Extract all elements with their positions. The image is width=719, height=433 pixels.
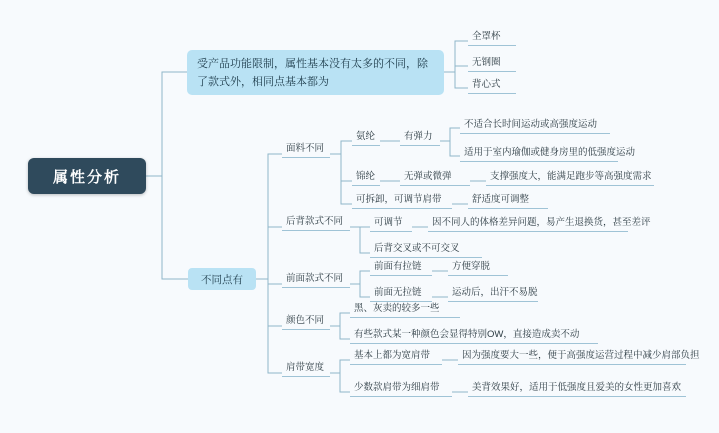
item-strap-wide-label: 基本上都为宽肩带 [354,350,431,361]
summary-child-1[interactable] [468,30,516,46]
note-strap-wide-label: 因为强度要大一些，便于高强度运营过程中减少肩部负担 [462,350,700,361]
item-fabric-spandex[interactable] [352,131,380,146]
summary-child-2[interactable] [468,56,516,72]
note-fabric-spandex-2-label: 适用于室内瑜伽或健身房里的低强度运动 [464,147,636,158]
category-strap-width-label: 肩带宽度 [286,362,325,373]
item-back-adjustable-label: 可调节 [374,217,403,228]
note-front-zip-label: 方便穿脱 [452,261,491,272]
note-front-zip[interactable] [448,261,508,276]
branch-node-label: 不同点有 [201,273,243,286]
category-fabric-label: 面料不同 [286,143,325,154]
note-strap-thin-label: 美背效果好，适用于低强度且爱美的女性更加喜欢 [472,382,682,393]
category-back-style-label: 后背款式不同 [286,216,344,227]
category-back-style[interactable] [282,215,350,231]
note-fabric-strap-adjust-label: 舒适度可调整 [472,194,530,205]
note-back-adjustable[interactable] [428,217,651,232]
item-fabric-nylon-label: 锦纶 [356,171,376,182]
item-fabric-strap-adjust-label: 可拆卸，可调节肩带 [356,194,442,205]
summary-child-3[interactable] [468,78,516,94]
note-front-nozip[interactable] [448,287,538,302]
category-color-label: 颜色不同 [286,315,325,326]
detail-fabric-spandex[interactable] [400,131,440,146]
item-front-zip-label: 前面有拉链 [374,261,422,272]
branch-node-differences[interactable] [188,268,256,290]
note-back-adjustable-label: 因不同人的体格差异问题，易产生退换货，甚至差评 [432,217,651,228]
summary-node[interactable] [187,50,444,95]
root-node-label: 属性分析 [52,168,121,186]
note-fabric-strap-adjust[interactable] [468,194,548,209]
item-color-popular-label: 黑、灰卖的较多一些 [354,303,440,314]
category-front-style-label: 前面款式不同 [286,273,344,284]
category-fabric[interactable] [282,142,330,158]
category-color[interactable] [282,314,330,330]
root-node[interactable] [28,158,146,194]
item-front-zip[interactable] [370,261,432,276]
note-fabric-nylon-label: 支撑强度大，能满足跑步等高强度需求 [490,171,652,182]
item-fabric-nylon[interactable] [352,171,380,186]
note-strap-wide[interactable] [458,350,700,365]
note-fabric-nylon[interactable] [486,171,654,186]
note-fabric-spandex-2[interactable] [460,147,636,162]
item-color-popular[interactable] [350,303,460,318]
summary-node-label: 受产品功能限制，属性基本没有太多的不同，除了款式外，相同点基本都为 [197,57,428,88]
summary-child-1-label: 全罩杯 [472,31,501,42]
item-fabric-spandex-label: 氨纶 [356,131,376,142]
note-fabric-spandex-1-label: 不适合长时间运动或高强度运动 [464,119,598,130]
summary-child-3-label: 背心式 [472,79,501,90]
note-strap-thin[interactable] [468,382,686,397]
item-strap-thin-label: 少数款肩带为细肩带 [354,382,440,393]
category-front-style[interactable] [282,272,350,288]
item-fabric-strap-adjust[interactable] [352,194,452,209]
note-front-nozip-label: 运动后，出汗不易脱 [452,287,538,298]
item-front-nozip-label: 前面无拉链 [374,287,422,298]
item-back-cross-label: 后背交叉或不可交叉 [374,243,460,254]
item-back-cross[interactable] [370,243,482,258]
detail-fabric-nylon-label: 无弹或微弹 [404,171,452,182]
note-fabric-spandex-1[interactable] [460,119,610,134]
category-strap-width[interactable] [282,361,330,377]
item-strap-thin[interactable] [350,382,452,397]
item-strap-wide[interactable] [350,350,442,365]
detail-fabric-spandex-label: 有弹力 [404,131,433,142]
detail-fabric-nylon[interactable] [400,171,470,186]
item-back-adjustable[interactable] [370,217,412,232]
item-color-unpopular[interactable] [350,329,598,344]
item-color-unpopular-label: 有些款式某一种颜色会显得特别OW，直接造成卖不动 [354,329,580,340]
summary-child-2-label: 无钢圈 [472,57,501,68]
